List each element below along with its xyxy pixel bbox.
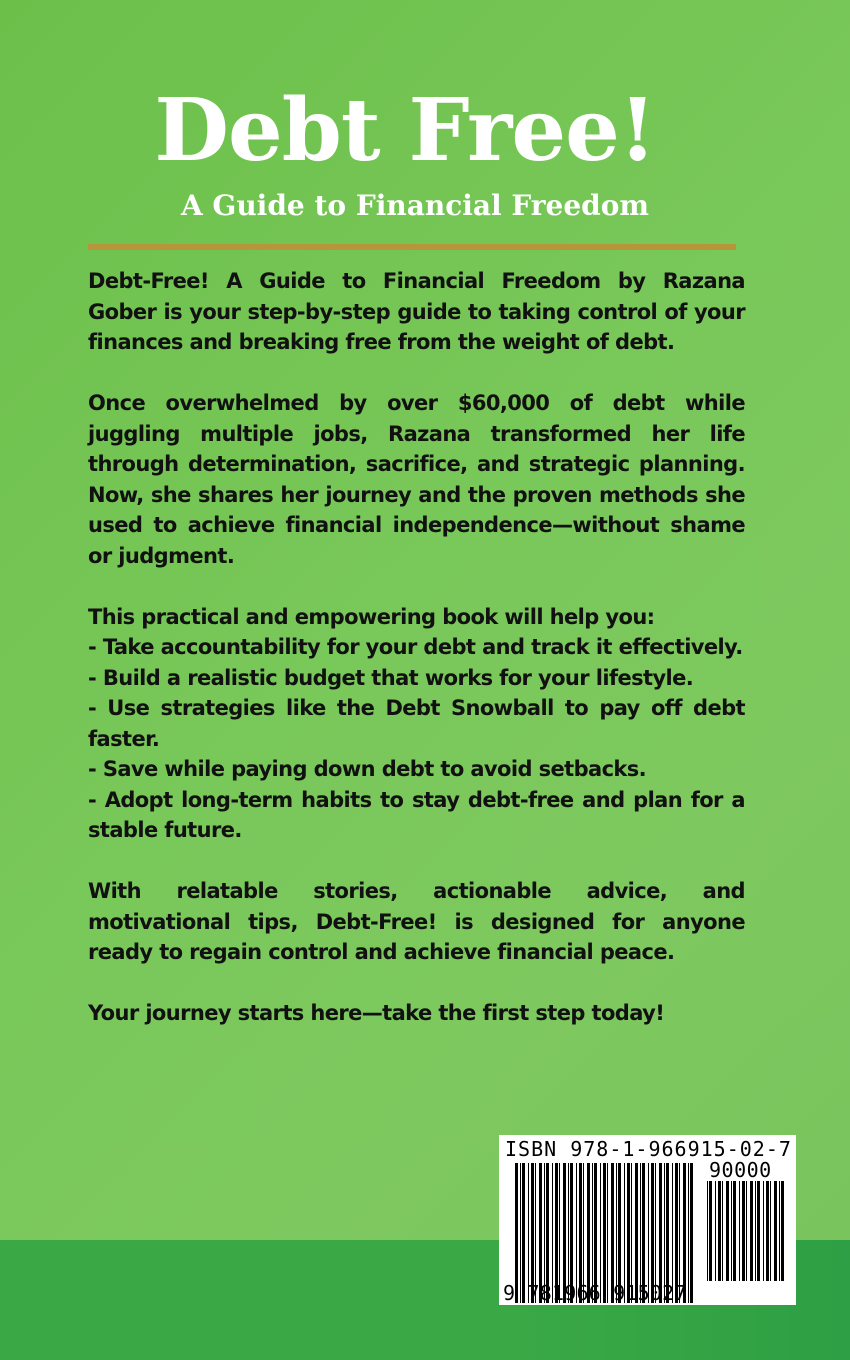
benefits-list	[88, 632, 745, 846]
barcode-bar	[755, 1181, 756, 1281]
barcode-bar	[722, 1181, 723, 1281]
divider-rule	[88, 244, 736, 250]
barcode-bar	[688, 1163, 689, 1303]
barcode-bar	[774, 1181, 777, 1281]
barcode-bar	[718, 1181, 721, 1281]
barcode-bar	[707, 1181, 708, 1281]
blurb-list-intro: This practical and empowering book will help you:	[88, 604, 655, 629]
blurb-intro: Debt-Free! A Guide to Financial Freedom by Razana Gober is your step-by-step guide to taking control of your finances and breaking free from the weight of debt.	[88, 269, 745, 354]
blurb-text	[88, 266, 745, 1059]
barcode-bar	[739, 1181, 740, 1281]
barcode-bar	[763, 1181, 764, 1281]
book-title: Debt Free!	[154, 80, 656, 181]
barcode-bar	[709, 1181, 712, 1281]
barcode-digits: 9 781966 915027	[503, 1281, 687, 1305]
list-item: - Take accountability for your debt and track it effectively.	[88, 635, 743, 659]
barcode-bar	[779, 1181, 780, 1281]
book-subtitle: A Guide to Financial Freedom	[180, 189, 650, 222]
barcode-bar	[731, 1181, 732, 1281]
barcode-bar	[746, 1181, 747, 1281]
list-item: - Save while paying down debt to avoid setbacks.	[88, 757, 647, 781]
blurb-call-to-action: Your journey starts here—take the first step today!	[88, 1001, 665, 1025]
barcode-bar	[690, 1163, 693, 1303]
barcode-bar	[726, 1181, 729, 1281]
barcode-bar	[766, 1181, 769, 1281]
barcode-bar	[770, 1181, 771, 1281]
list-item: - Build a realistic budget that works for your lifestyle.	[88, 665, 694, 690]
barcode-bar	[742, 1181, 745, 1281]
barcode-bar	[781, 1181, 784, 1281]
price-code: 90000	[709, 1158, 772, 1182]
list-item: - Adopt long-term habits to stay debt-free and plan for a stable future.	[88, 787, 745, 842]
list-item: - Use strategies like the Debt Snowball to pay off debt faster.	[88, 696, 745, 751]
barcode-bar	[733, 1181, 736, 1281]
barcode-bar	[750, 1181, 753, 1281]
blurb-story: Once overwhelmed by over $60,000 of debt while juggling multiple jobs, Razana transformed her life through determination, sacrifice, and strategic planning. Now, she shares her journey and the proven methods she used to achieve financial independence—without shame or judgment.	[88, 391, 745, 568]
barcode-bar	[757, 1181, 760, 1281]
isbn-label: ISBN 978-1-966915-02-7	[505, 1137, 792, 1161]
isbn-barcode	[499, 1135, 796, 1305]
barcode-bar	[715, 1181, 716, 1281]
blurb-closing: With relatable stories, actionable advice, and motivational tips, Debt-Free! is designed for anyone ready to regain control and achieve financial peace.	[88, 879, 745, 964]
